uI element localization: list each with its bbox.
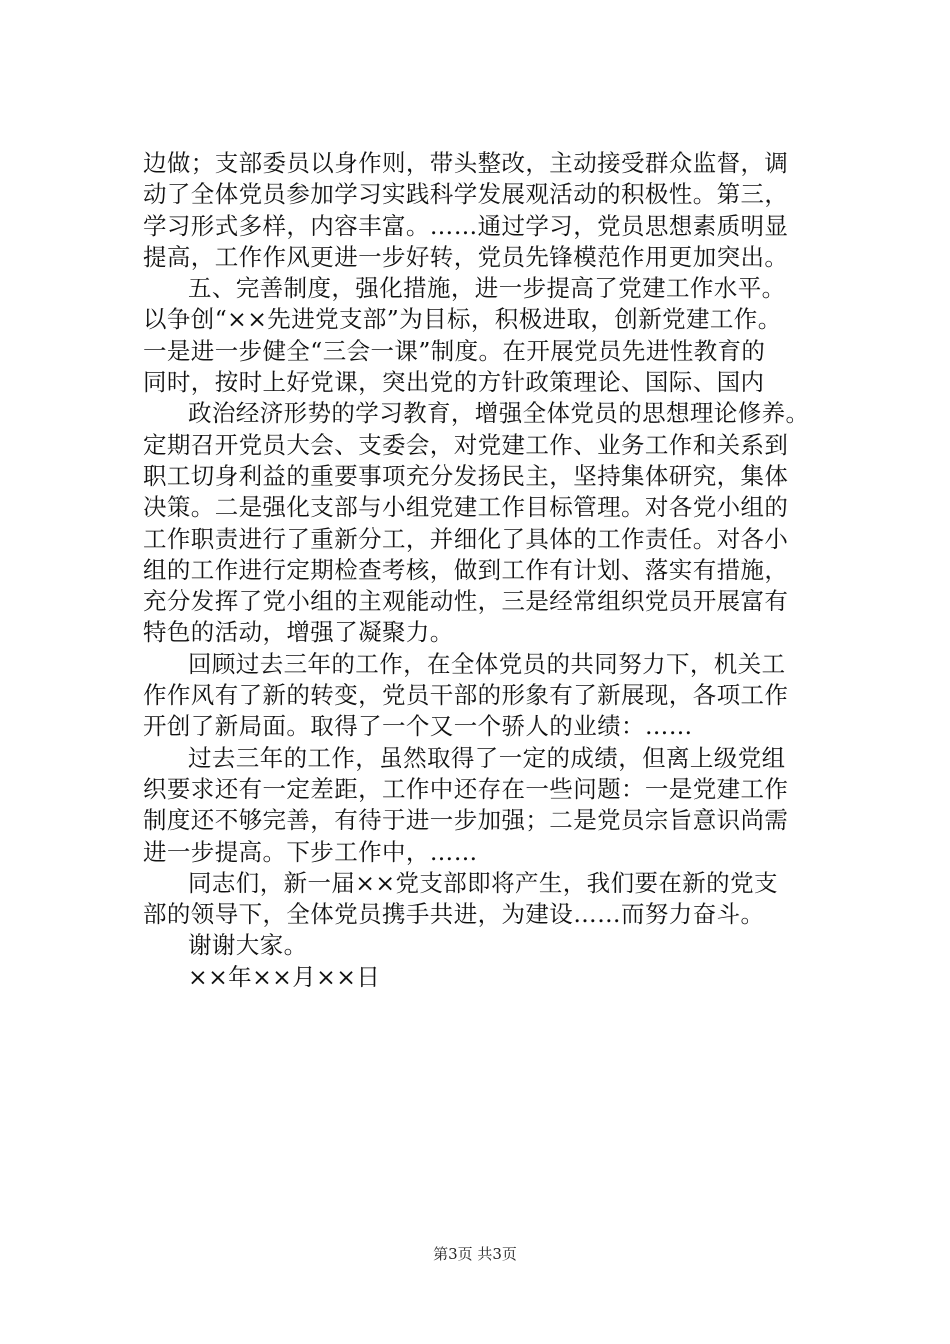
text-line: 提高，工作作风更进一步好转，党员先锋模范作用更加突出。 xyxy=(143,242,789,271)
paragraph-start-line: 政治经济形势的学习教育，增强全体党员的思想理论修养。 xyxy=(188,399,810,428)
paragraph-start-line: 回顾过去三年的工作，在全体党员的共同努力下，机关工 xyxy=(188,649,786,678)
page-number-label: 第3页 共3页 xyxy=(433,1245,517,1263)
text-line: 组的工作进行定期检查考核，做到工作有计划、落实有措施， xyxy=(143,555,789,584)
text-line: 进一步提高。下步工作中，…… xyxy=(143,837,478,866)
text-line: 特色的活动，增强了凝聚力。 xyxy=(143,618,454,647)
text-line: 部的领导下，全体党员携手共进，为建设……而努力奋斗。 xyxy=(143,900,765,929)
text-line: 同时，按时上好党课，突出党的方针政策理论、国际、国内 xyxy=(143,368,765,397)
paragraph-start-line: 五、完善制度，强化措施，进一步提高了党建工作水平。 xyxy=(188,274,786,303)
text-line: 制度还不够完善，有待于进一步加强；二是党员宗旨意识尚需 xyxy=(143,806,789,835)
page-footer xyxy=(0,1244,950,1264)
closing-thanks: 谢谢大家。 xyxy=(188,931,308,960)
paragraph-start-line: 同志们，新一届××党支部即将产生，我们要在新的党支 xyxy=(188,868,778,897)
text-line: 作作风有了新的转变，党员干部的形象有了新展现，各项工作 xyxy=(143,681,789,710)
text-line: 学习形式多样，内容丰富。……通过学习，党员思想素质明显 xyxy=(143,211,789,240)
text-line: 边做；支部委员以身作则，带头整改，主动接受群众监督，调 xyxy=(143,149,789,177)
text-line: 充分发挥了党小组的主观能动性，三是经常组织党员开展富有 xyxy=(143,587,789,616)
text-line: 一是进一步健全“三会一课”制度。在开展党员先进性教育的 xyxy=(143,336,766,365)
paragraph-start-line: 过去三年的工作，虽然取得了一定的成绩，但离上级党组 xyxy=(188,743,786,772)
text-line: 织要求还有一定差距，工作中还存在一些问题：一是党建工作 xyxy=(143,774,789,803)
text-line: 定期召开党员大会、支委会，对党建工作、业务工作和关系到 xyxy=(143,430,789,459)
text-line: 开创了新局面。取得了一个又一个骄人的业绩：…… xyxy=(143,712,693,741)
document-date: ××年××月××日 xyxy=(188,962,381,991)
text-line: 工作职责进行了重新分工，并细化了具体的工作责任。对各小 xyxy=(143,524,789,553)
text-line: 决策。二是强化支部与小组党建工作目标管理。对各党小组的 xyxy=(143,493,789,522)
text-line: 动了全体党员参加学习实践科学发展观活动的积极性。第三， xyxy=(143,180,789,209)
document-body xyxy=(143,148,863,993)
text-line: 职工切身利益的重要事项充分发扬民主，坚持集体研究，集体 xyxy=(143,461,789,490)
text-line: 以争创“××先进党支部”为目标，积极进取，创新党建工作。 xyxy=(143,305,782,334)
